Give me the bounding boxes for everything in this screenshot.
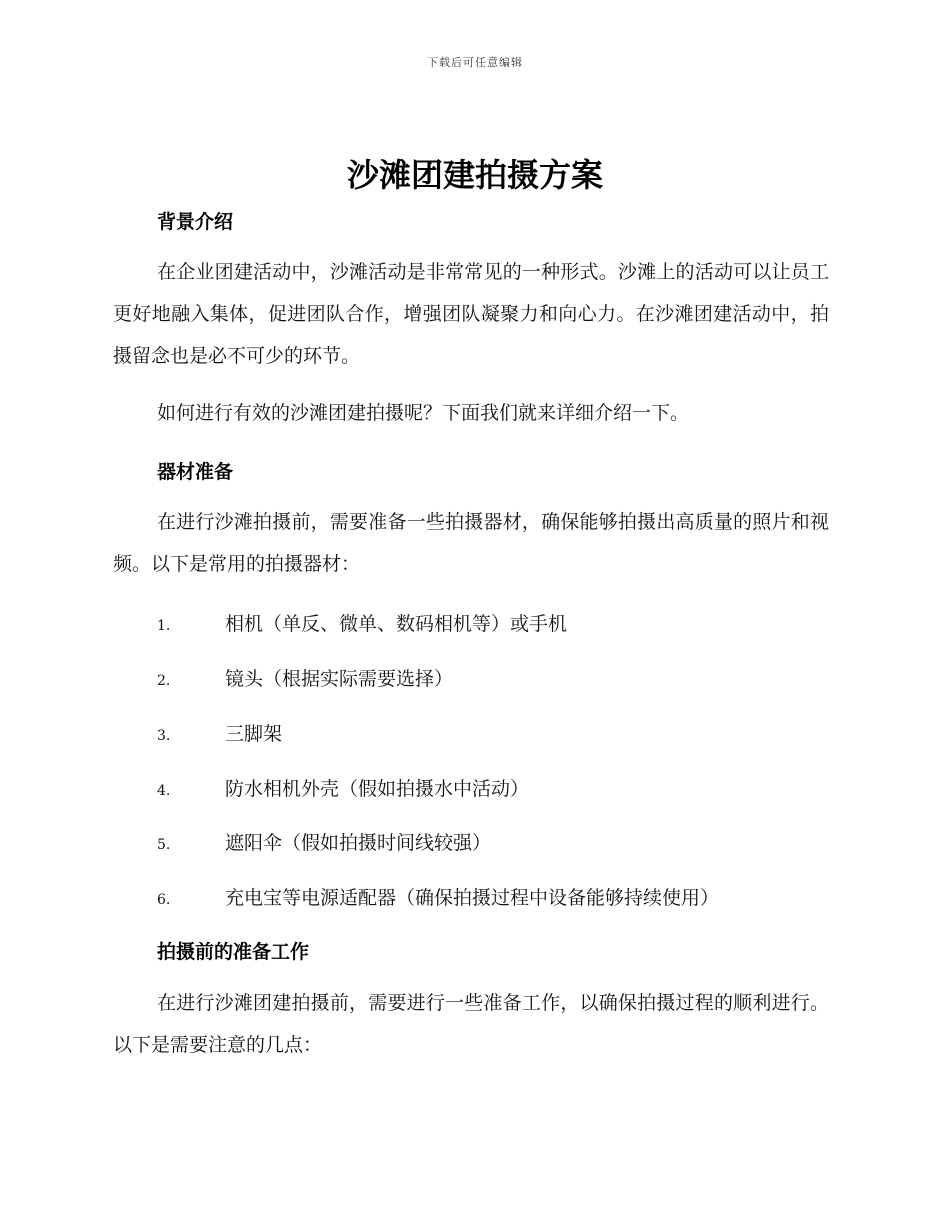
header-note: 下载后可任意编辑 (427, 56, 523, 69)
list-item (157, 774, 529, 801)
list-item (157, 883, 719, 910)
list-item (157, 609, 567, 636)
list-number: 6. (157, 892, 171, 908)
list-item (157, 719, 282, 746)
paragraph-equipment-intro: 在进行沙滩拍摄前，需要准备一些拍摄器材，确保能够拍摄出高质量的照片和视频。以下是常用的拍摄器材： (113, 511, 829, 575)
list-text: 防水相机外壳（假如拍摄水中活动） (225, 778, 530, 800)
paragraph-background-intro: 在企业团建活动中，沙滩活动是非常常见的一种形式。沙滩上的活动可以让员工更好地融入集体，促进团队合作，增强团队凝聚力和向心力。在沙滩团建活动中，拍摄留念也是必不可少的环节。 (113, 261, 829, 367)
document-title: 沙滩团建拍摄方案 (346, 156, 603, 194)
heading-equipment: 器材准备 (157, 461, 234, 483)
paragraph-preparation-intro: 在进行沙滩团建拍摄前，需要进行一些准备工作，以确保拍摄过程的顺利进行。以下是需要注意的几点： (113, 992, 829, 1056)
list-text: 充电宝等电源适配器（确保拍摄过程中设备能够持续使用） (225, 887, 720, 909)
list-number: 2. (157, 673, 171, 689)
list-item (157, 664, 453, 691)
list-text: 镜头（根据实际需要选择） (225, 668, 454, 690)
list-number: 1. (157, 618, 171, 634)
list-text: 遮阳伞（假如拍摄时间线较强） (225, 832, 492, 854)
list-number: 3. (157, 728, 171, 744)
heading-preparation: 拍摄前的准备工作 (157, 941, 310, 963)
list-text: 三脚架 (225, 723, 283, 745)
list-number: 4. (157, 783, 171, 799)
list-text: 相机（单反、微单、数码相机等）或手机 (225, 613, 568, 635)
paragraph-background-question: 如何进行有效的沙滩团建拍摄呢？下面我们就来详细介绍一下。 (157, 402, 690, 424)
list-number: 5. (157, 837, 171, 853)
list-item (157, 828, 491, 855)
heading-background: 背景介绍 (157, 211, 234, 233)
